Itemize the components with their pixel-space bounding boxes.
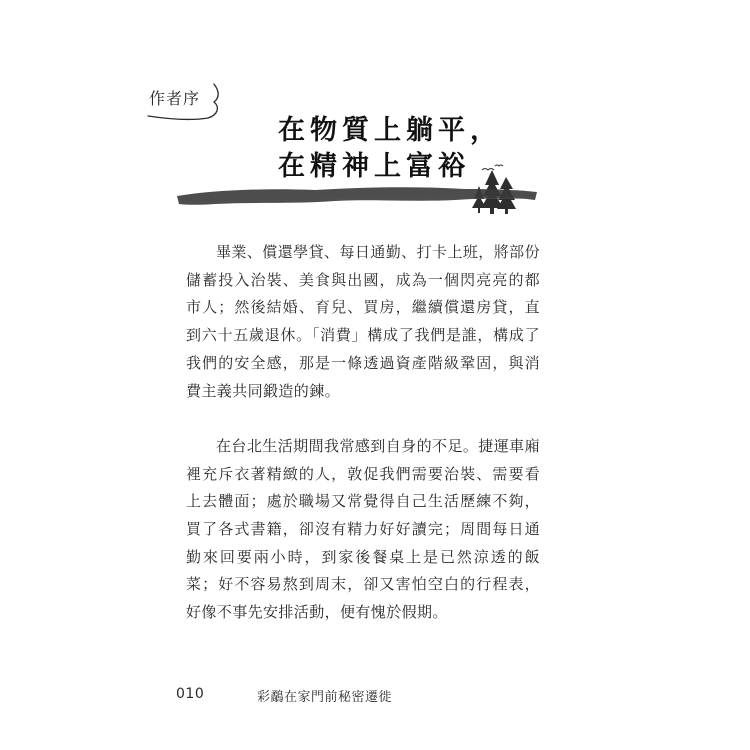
section-label: 作者序 [149,89,201,108]
paragraph-2: 在台北生活期間我常感到自身的不足。捷運車廂裡充斥衣著精緻的人，敦促我們需要治裝、需要看上去體面；處於職場又常覺得自己生活歷練不夠，買了各式書籍，卻沒有精力好好讀完；周間每日通勤來回要兩小時，到家後餐桌上是已然涼透的飯菜；好不容易熬到周末，卻又害怕空白的行程表，好像不事先安排活動，便有愧於假期。 [186,436,540,622]
section-tag [146,80,246,130]
brush-stroke-decoration [175,160,540,215]
body-text [186,239,540,627]
chapter-title-line-1: 在物質上躺平， [278,115,502,146]
chapter-title-line-2: 在精神上富裕 [278,151,470,182]
birds-icon [482,165,503,170]
book-title: 彩鷸在家門前秘密遷徙 [257,690,393,705]
page-number: 010 [176,686,205,702]
brush-stroke-icon [177,187,537,205]
paragraph-1: 畢業、償還學貸、每日通勤、打卡上班，將部份儲蓄投入治裝、美食與出國，成為一個閃亮亮的都市人；然後結婚、育兒、買房，繼續償還房貸，直到六十五歲退休。「消費」構成了我們是誰，構成了我們的安全感，那是一條透過資產階級鞏固，與消費主義共同鍛造的鍊。 [186,243,540,400]
